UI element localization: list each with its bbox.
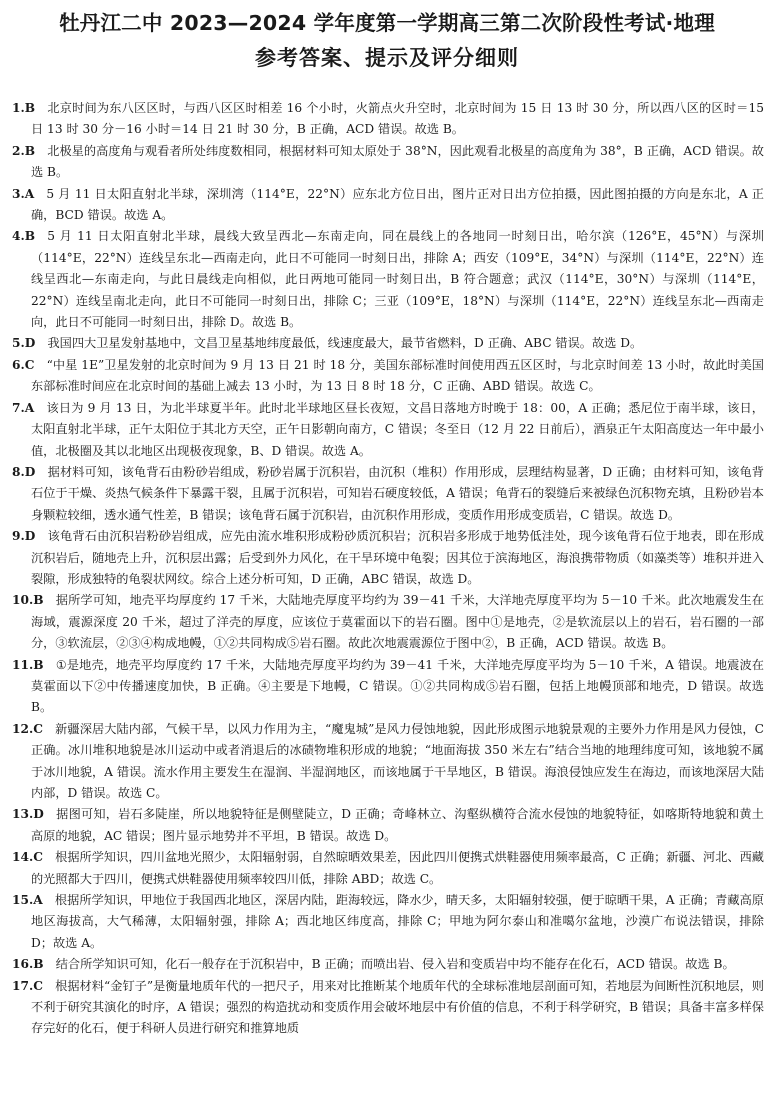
answer-item <box>12 226 764 333</box>
answer-text: 据所学可知，地壳平均厚度约 17 千米，大陆地壳厚度平均约为 39－41 千米，大洋地壳厚度平均为 5－10 千米。此次地震发生在海域，震源深度 20 千米，超过了洋壳的厚度，应该位于莫霍面以下的岩石圈。图中①是地壳，②是软流层以上的岩石，岩石圈的一部分，③软流层，②③④构成地幔，①②共同构成⑤岩石圈。故此次地震震源位于图中②，B 正确，ACD 错误。故选 B。 <box>31 593 764 651</box>
answer-number: 13.D <box>12 807 44 822</box>
answer-item <box>12 526 764 590</box>
answer-item <box>12 719 764 805</box>
answer-text: 5 月 11 日太阳直射北半球，晨线大致呈西北—东南走向，同在晨线上的各地同一时刻日出，哈尔滨（126°E，45°N）与深圳（114°E，22°N）连线呈东北—西南走向，此日不可能同一时刻日出，排除 A；西安（109°E，34°N）与深圳（114°E，22°N）连线呈西北—东南走向，与此日晨线走向相似，此日两地可能同一时刻日出，B 符合题意；武汉（114°E，30°N）与深圳（114°E，22°N）连线呈南北走向，此日不可能同一时刻日出，排除 C；三亚（109°E，18°N）与深圳（114°E，22°N）连线呈东北—西南走向，此日不可能同一时刻日出，排除 D。故选 B。 <box>31 229 764 330</box>
answer-text: 北京时间为东八区区时，与西八区区时相差 16 个小时，火箭点火升空时，北京时间为 15 日 13 时 30 分，所以西八区的区时＝15 日 13 时 30 分－16 小时＝14 日 21 时 30 分，B 正确，ACD 错误。故选 B。 <box>31 101 764 137</box>
answer-text: 我国四大卫星发射基地中，文昌卫星基地纬度最低，线速度最大，最节省燃料，D 正确、ABC 错误。故选 D。 <box>47 336 643 351</box>
answer-number: 2.B <box>12 143 36 158</box>
answer-number: 11.B <box>12 657 44 672</box>
answer-number: 1.B <box>12 101 36 115</box>
answer-text: 据材料可知，该龟背石由粉砂岩组成，粉砂岩属于沉积岩，由沉积（堆积）作用形成，层理结构显著，D 正确；由材料可知，该龟背石位于干燥、炎热气候条件下暴露干裂，且属于沉积岩，可知岩石硬度较低，A 错误；龟背石的裂缝后来被绿色沉积物充填，且粉砂岩本身颗粒较细，透水通气性差，B 错误；该龟背石属于沉积岩，由沉积作用形成，变质作用形成变质岩，C 错误。故选 D。 <box>31 464 764 522</box>
answer-number: 8.D <box>12 464 36 479</box>
answer-item <box>12 398 764 462</box>
answer-number: 17.C <box>12 978 43 993</box>
answer-number: 7.A <box>12 400 35 415</box>
answer-number: 15.A <box>12 893 43 908</box>
exam-title: 牡丹江二中 2023—2024 学年度第一学期高三第二次阶段性考试·地理 <box>59 11 715 35</box>
answer-item <box>12 954 764 975</box>
answer-text: 该日为 9 月 13 日，为北半球夏半年。此时北半球地区昼长夜短，文昌日落地方时晚于 18：00，A 正确；悉尼位于南半球，该日，太阳直射北半球，正午太阳位于其北方天空，正午日影朝向南方，C 错误；冬至日（12 月 22 日前后），酒泉正午太阳高度达一年中最小值，北极圈及其以北地区出现极夜现象，B、D 错误。故选 A。 <box>31 400 764 458</box>
answer-item <box>12 355 764 398</box>
answer-text: 该龟背石由沉积岩粉砂岩组成，应先由流水堆积形成粉砂质沉积岩；沉积岩多形成于地势低洼处，现今该龟背石位于地表，即在形成沉积岩后，随地壳上升，沉积层出露；后受到外力风化，在干旱环境中龟裂；因其位于滨海地区，海浪携带物质（如藻类等）堆积并进入裂隙，形成独特的龟裂状网纹。综合上述分析可知，D 正确，ABC 错误，故选 D。 <box>31 529 764 586</box>
answer-item <box>12 184 764 227</box>
answer-text: ①是地壳，地壳平均厚度约 17 千米，大陆地壳厚度平均约为 39－41 千米，大洋地壳厚度平均为 5－10 千米，A 错误。地震波在莫霍面以下②中传播速度加快，B 正确。④主要是下地幔，C 错误。①②共同构成⑤岩石圈，包括上地幔顶部和地壳，D 错误。故选 B。 <box>31 657 764 715</box>
answer-item <box>12 847 764 890</box>
answer-number: 14.C <box>12 850 43 865</box>
answer-text: 北极星的高度角与观看者所处纬度数相同，根据材料可知太原处于 38°N，因此观看北极星的高度角为 38°，B 正确，ACD 错误。故选 B。 <box>31 143 764 180</box>
answer-item <box>12 804 764 847</box>
answer-item <box>12 462 764 526</box>
answer-text: 根据材料“金钉子”是衡量地质年代的一把尺子，用来对比推断某个地质年代的全球标准地层剖面可知，若地层为间断性沉积地层，则不利于研究其演化的时序，A 错误；强烈的构造扰动和变质作用会破坏地层中有价值的信息，不利于科学研究，B 错误；具备丰富多样保存完好的化石，便于科研人员进行研究和推算地质 <box>31 978 764 1036</box>
answer-item <box>12 590 764 654</box>
answer-number: 12.C <box>12 721 43 736</box>
answer-text: 5 月 11 日太阳直射北半球，深圳湾（114°E，22°N）应东北方位日出，图片正对日出方位拍摄，因此图拍摄的方向是东北，A 正确，BCD 错误。故选 A。 <box>31 186 764 223</box>
answer-text: “中星 1E”卫星发射的北京时间为 9 月 13 日 21 时 18 分，美国东部标准时间使用西五区区时，与北京时间差 13 小时，故此时美国东部标准时间应在北京时间的基础上减去 13 小时，为 13 日 8 时 18 分，C 正确、ABD 错误。故选 C。 <box>31 357 764 394</box>
answer-text: 结合所学知识可知，化石一般存在于沉积岩中，B 正确；而喷出岩、侵入岩和变质岩中均不能存在化石，ACD 错误。故选 B。 <box>55 957 735 972</box>
answer-number: 10.B <box>12 593 44 608</box>
answer-text: 根据所学知识，甲地位于我国西北地区，深居内陆，距海较远，降水少，晴天多，太阳辐射较强，便于晾晒干果，A 正确；青藏高原地区海拔高，大气稀薄，太阳辐射强，排除 A；西北地区纬度高，排除 C；甲地为阿尔泰山和准噶尔盆地，沙漠广布说法错误，排除 D；故选 A。 <box>31 893 764 950</box>
answer-item <box>12 976 764 1040</box>
answer-number: 9.D <box>12 529 36 544</box>
answer-number: 5.D <box>12 336 36 351</box>
answer-item <box>12 141 764 184</box>
answer-list <box>12 98 764 1040</box>
answer-item <box>12 98 764 141</box>
answer-number: 4.B <box>12 229 36 244</box>
answer-item <box>12 655 764 719</box>
answer-number: 16.B <box>12 957 44 972</box>
page-header <box>0 0 774 76</box>
answer-item <box>12 333 764 354</box>
answer-item <box>12 890 764 954</box>
exam-subtitle: 参考答案、提示及评分细则 <box>255 46 519 70</box>
answer-number: 6.C <box>12 357 35 372</box>
answer-text: 根据所学知识，四川盆地光照少，太阳辐射弱，自然晾晒效果差，因此四川便携式烘鞋器使用频率最高，C 正确；新疆、河北、西藏的光照都大于四川，便携式烘鞋器使用频率较四川低，排除 ABD；故选 C。 <box>31 850 764 886</box>
answer-text: 新疆深居大陆内部，气候干旱，以风力作用为主，“魔鬼城”是风力侵蚀地貌，因此形成图示地貌景观的主要外力作用是风力侵蚀，C 正确。冰川堆积地貌是冰川运动中或者消退后的冰碛物堆积形成的地貌；“地面海拔 350 米左右”结合当地的地理纬度可知，该地貌不属于冰川地貌，A 错误。流水作用主要发生在湿润、半湿润地区，而该地属于干旱地区，B 错误。海浪侵蚀应发生在海边，而该地深居大陆内部，D 错误。故选 C。 <box>31 721 764 800</box>
answer-text: 据图可知，岩石多陡崖，所以地貌特征是侧壁陡立，D 正确；奇峰林立、沟壑纵横符合流水侵蚀的地貌特征，如喀斯特地貌和黄土高原的地貌，AC 错误；图片显示地势并不平坦，B 错误。故选 D。 <box>31 807 764 843</box>
answer-number: 3.A <box>12 186 35 201</box>
